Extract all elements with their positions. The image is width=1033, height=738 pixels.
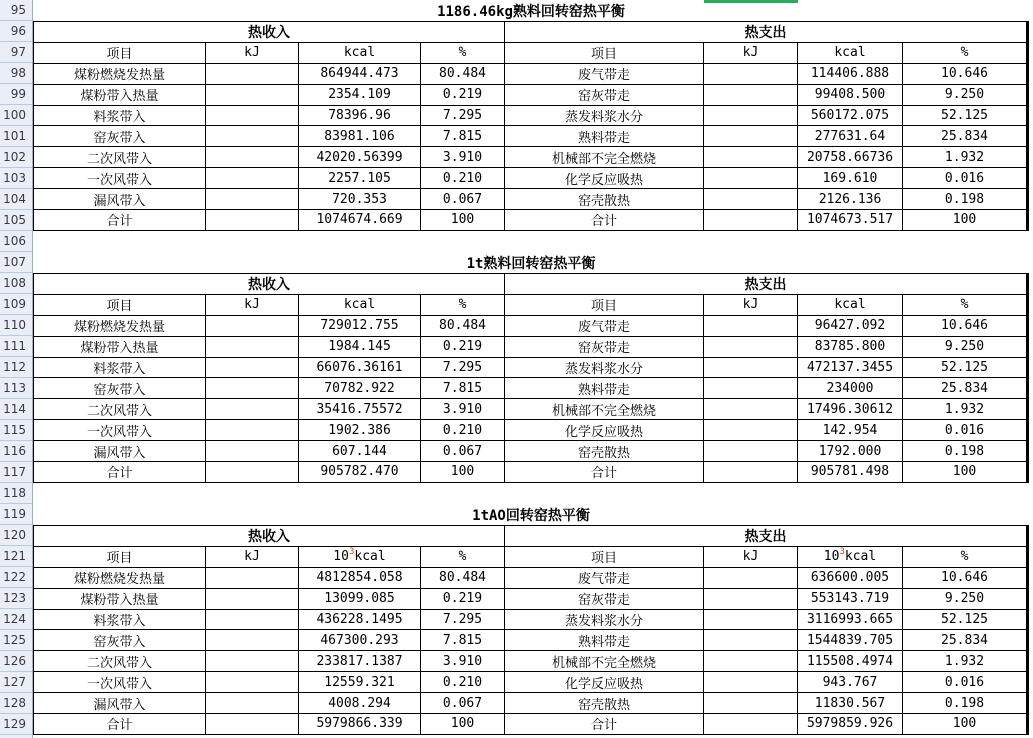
income-kj-cell[interactable] [206,568,298,588]
row-gutter [0,0,33,738]
expense-kcal-cell[interactable]: 11830.567 [798,693,902,713]
expense-kcal-cell[interactable]: 96427.092 [798,316,902,336]
row-header[interactable]: 101 [0,126,32,147]
table-grid [33,273,1029,483]
expense-pct-cell[interactable]: 52.125 [903,610,1026,630]
income-item-cell[interactable]: 一次风带入 [34,168,205,188]
expense-kcal-cell[interactable]: 115508.4974 [798,651,902,671]
row-header[interactable]: 126 [0,651,32,672]
expense-item-cell[interactable]: 蒸发料浆水分 [505,106,703,126]
expense-kj-cell[interactable] [704,441,797,461]
expense-kj-cell[interactable] [704,462,797,482]
kcal-superscript: 3 [839,547,845,558]
expense-pct-cell[interactable]: 25.834 [903,378,1026,398]
income-kj-cell[interactable] [206,630,298,650]
expense-kj-cell[interactable] [704,358,797,378]
income-item-cell[interactable]: 料浆带入 [34,358,205,378]
table-title-row [33,504,1029,525]
expense-kcal-cell[interactable]: 553143.719 [798,589,902,609]
expense-kj-cell[interactable] [704,64,797,84]
expense-item-cell[interactable]: 合计 [505,714,703,734]
row-header[interactable]: 113 [0,378,32,399]
income-item-cell[interactable]: 煤粉燃烧发热量 [34,64,205,84]
income-col-kj[interactable]: kJ [206,295,298,315]
income-col-item[interactable]: 项目 [34,547,205,567]
row-header[interactable]: 122 [0,567,32,588]
income-kj-cell[interactable] [206,610,298,630]
income-col-kcal[interactable] [299,547,420,567]
income-pct-cell[interactable]: 0.210 [421,672,504,692]
kcal-unit: kcal [834,297,866,313]
expense-item-cell[interactable]: 合计 [505,210,703,230]
income-pct-cell[interactable]: 80.484 [421,568,504,588]
expense-item-cell[interactable]: 熟料带走 [505,630,703,650]
income-kj-cell[interactable] [206,126,298,146]
expense-item-cell[interactable]: 合计 [505,462,703,482]
expense-pct-cell[interactable]: 0.016 [903,672,1026,692]
row-header[interactable]: 106 [0,231,32,252]
income-col-pct[interactable]: % [421,295,504,315]
income-item-cell[interactable]: 料浆带入 [34,106,205,126]
expense-item-cell[interactable]: 废气带走 [505,568,703,588]
income-kj-cell[interactable] [206,85,298,105]
income-section-header[interactable]: 热收入 [34,526,504,546]
income-kcal-cell[interactable]: 12559.321 [299,672,420,692]
income-kcal-cell[interactable]: 1074674.669 [299,210,420,230]
row-header[interactable]: 97 [0,42,32,63]
income-kj-cell[interactable] [206,714,298,734]
expense-item-cell[interactable]: 蒸发料浆水分 [505,610,703,630]
income-kj-cell[interactable] [206,106,298,126]
expense-kj-cell[interactable] [704,337,797,357]
income-item-cell[interactable]: 窑灰带入 [34,630,205,650]
income-kcal-cell[interactable]: 35416.75572 [299,399,420,419]
income-kcal-cell[interactable]: 4008.294 [299,693,420,713]
expense-item-cell[interactable]: 窑灰带走 [505,85,703,105]
row-header[interactable]: 103 [0,168,32,189]
row-header[interactable]: 125 [0,630,32,651]
row-header[interactable]: 128 [0,693,32,714]
expense-kcal-cell[interactable]: 234000 [798,378,902,398]
income-col-kcal[interactable] [299,295,420,315]
income-kcal-cell[interactable]: 66076.36161 [299,358,420,378]
income-pct-cell[interactable]: 80.484 [421,316,504,336]
kcal-prefix: 10 [823,549,840,565]
income-pct-cell[interactable]: 0.067 [421,189,504,209]
expense-kj-cell[interactable] [704,420,797,440]
income-pct-cell[interactable]: 0.067 [421,693,504,713]
expense-col-kj[interactable]: kJ [704,295,797,315]
income-kcal-cell[interactable]: 13099.085 [299,589,420,609]
income-kj-cell[interactable] [206,168,298,188]
expense-col-item[interactable]: 项目 [505,43,703,63]
income-pct-cell[interactable]: 100 [421,210,504,230]
income-pct-cell[interactable]: 7.295 [421,610,504,630]
expense-item-cell[interactable]: 化学反应吸热 [505,420,703,440]
expense-pct-cell[interactable]: 9.250 [903,85,1026,105]
expense-item-cell[interactable]: 蒸发料浆水分 [505,358,703,378]
expense-pct-cell[interactable]: 0.198 [903,441,1026,461]
income-item-cell[interactable]: 窑灰带入 [34,378,205,398]
income-col-pct[interactable]: % [421,43,504,63]
income-kj-cell[interactable] [206,693,298,713]
expense-kj-cell[interactable] [704,651,797,671]
expense-col-item[interactable]: 项目 [505,295,703,315]
expense-col-pct[interactable]: % [903,43,1026,63]
expense-kcal-cell[interactable]: 99408.500 [798,85,902,105]
income-pct-cell[interactable]: 80.484 [421,64,504,84]
income-item-cell[interactable]: 煤粉带入热量 [34,589,205,609]
expense-kcal-cell[interactable]: 142.954 [798,420,902,440]
kcal-unit: kcal [834,45,866,61]
row-header[interactable]: 119 [0,504,32,525]
income-kcal-cell[interactable]: 607.144 [299,441,420,461]
expense-item-cell[interactable]: 化学反应吸热 [505,168,703,188]
heat-balance-table [33,0,1029,231]
expense-pct-cell[interactable]: 9.250 [903,337,1026,357]
expense-kj-cell[interactable] [704,399,797,419]
income-item-cell[interactable]: 漏风带入 [34,693,205,713]
expense-kj-cell[interactable] [704,714,797,734]
row-header[interactable]: 100 [0,105,32,126]
expense-kcal-cell[interactable]: 905781.498 [798,462,902,482]
table-title[interactable]: 1t熟料回转窑热平衡 [466,255,596,272]
income-col-item[interactable]: 项目 [34,43,205,63]
expense-item-cell[interactable]: 窑灰带走 [505,337,703,357]
row-header[interactable]: 110 [0,315,32,336]
expense-pct-cell[interactable]: 0.016 [903,420,1026,440]
kcal-unit: kcal [343,45,376,61]
table-grid [33,525,1029,735]
row-header[interactable]: 117 [0,462,32,483]
expense-kcal-cell[interactable]: 169.610 [798,168,902,188]
income-pct-cell[interactable]: 0.210 [421,168,504,188]
expense-col-pct[interactable]: % [903,295,1026,315]
income-pct-cell[interactable]: 0.067 [421,441,504,461]
expense-kcal-cell[interactable]: 472137.3455 [798,358,902,378]
table-title[interactable]: 1tAO回转窑热平衡 [472,507,590,524]
income-kcal-cell[interactable]: 2257.105 [299,168,420,188]
heat-balance-table [33,504,1029,735]
row-header[interactable]: 107 [0,252,32,273]
expense-kj-cell[interactable] [704,147,797,167]
income-kj-cell[interactable] [206,462,298,482]
income-kj-cell[interactable] [206,589,298,609]
row-header[interactable]: 112 [0,357,32,378]
expense-kcal-cell[interactable]: 114406.888 [798,64,902,84]
row-header[interactable]: 114 [0,399,32,420]
expense-kcal-cell[interactable]: 943.767 [798,672,902,692]
row-header[interactable]: 98 [0,63,32,84]
income-item-cell[interactable]: 一次风带入 [34,420,205,440]
expense-pct-cell[interactable]: 100 [903,462,1026,482]
expense-kj-cell[interactable] [704,168,797,188]
income-kj-cell[interactable] [206,189,298,209]
row-header[interactable]: 124 [0,609,32,630]
income-pct-cell[interactable]: 0.210 [421,420,504,440]
expense-pct-cell[interactable]: 10.646 [903,64,1026,84]
expense-item-cell[interactable]: 废气带走 [505,316,703,336]
expense-kj-cell[interactable] [704,126,797,146]
row-header[interactable]: 104 [0,189,32,210]
expense-kj-cell[interactable] [704,316,797,336]
income-item-cell[interactable]: 煤粉带入热量 [34,337,205,357]
expense-kcal-cell[interactable]: 2126.136 [798,189,902,209]
expense-kcal-cell[interactable]: 636600.005 [798,568,902,588]
income-kj-cell[interactable] [206,337,298,357]
expense-item-cell[interactable]: 窑灰带走 [505,589,703,609]
income-kj-cell[interactable] [206,147,298,167]
expense-kj-cell[interactable] [704,610,797,630]
expense-section-header[interactable]: 热支出 [505,274,1026,294]
income-col-kj[interactable]: kJ [206,547,298,567]
row-header[interactable]: 116 [0,441,32,462]
income-col-kcal[interactable] [299,43,420,63]
income-kcal-cell[interactable]: 4812854.058 [299,568,420,588]
expense-col-kcal[interactable] [798,295,902,315]
income-pct-cell[interactable]: 0.219 [421,337,504,357]
expense-pct-cell[interactable]: 25.834 [903,126,1026,146]
income-kj-cell[interactable] [206,420,298,440]
expense-pct-cell[interactable]: 10.646 [903,316,1026,336]
income-kcal-cell[interactable]: 70782.922 [299,378,420,398]
row-header[interactable]: 121 [0,546,32,567]
income-kcal-cell[interactable]: 720.353 [299,189,420,209]
expense-kcal-cell[interactable]: 17496.30612 [798,399,902,419]
income-item-cell[interactable]: 一次风带入 [34,672,205,692]
row-header[interactable]: 120 [0,525,32,546]
income-kcal-cell[interactable]: 436228.1495 [299,610,420,630]
expense-pct-cell[interactable]: 52.125 [903,358,1026,378]
table-title-row [33,252,1029,273]
sheet-content [33,0,1033,738]
expense-kj-cell[interactable] [704,630,797,650]
income-section-header[interactable]: 热收入 [34,274,504,294]
income-col-pct[interactable]: % [421,547,504,567]
kcal-unit: kcal [354,549,386,565]
expense-kj-cell[interactable] [704,693,797,713]
expense-kj-cell[interactable] [704,189,797,209]
income-item-cell[interactable]: 合计 [34,210,205,230]
kcal-prefix: 10 [333,549,349,565]
income-section-header[interactable]: 热收入 [34,22,504,42]
expense-kj-cell[interactable] [704,85,797,105]
income-pct-cell[interactable]: 7.295 [421,106,504,126]
income-kcal-cell[interactable]: 1984.145 [299,337,420,357]
expense-kcal-cell[interactable]: 1792.000 [798,441,902,461]
expense-col-kcal[interactable] [798,43,902,63]
kcal-superscript: 3 [348,547,355,558]
expense-item-cell[interactable]: 机械部不完全燃烧 [505,399,703,419]
expense-kcal-cell[interactable]: 83785.800 [798,337,902,357]
income-pct-cell[interactable]: 3.910 [421,651,504,671]
income-item-cell[interactable]: 煤粉带入热量 [34,85,205,105]
expense-pct-cell[interactable]: 0.198 [903,189,1026,209]
income-kj-cell[interactable] [206,441,298,461]
income-item-cell[interactable]: 煤粉燃烧发热量 [34,316,205,336]
income-kcal-cell[interactable]: 83981.106 [299,126,420,146]
expense-kj-cell[interactable] [704,378,797,398]
expense-kj-cell[interactable] [704,672,797,692]
income-kj-cell[interactable] [206,399,298,419]
row-header[interactable]: 111 [0,336,32,357]
income-kcal-cell[interactable]: 905782.470 [299,462,420,482]
income-kj-cell[interactable] [206,378,298,398]
expense-item-cell[interactable]: 熟料带走 [505,126,703,146]
expense-pct-cell[interactable]: 52.125 [903,106,1026,126]
expense-col-pct[interactable]: % [903,547,1026,567]
row-header[interactable]: 95 [0,0,32,21]
row-header[interactable]: 129 [0,714,32,735]
income-pct-cell[interactable]: 3.910 [421,147,504,167]
green-cell-marker [704,0,798,3]
expense-pct-cell[interactable]: 100 [903,714,1026,734]
row-header[interactable]: 105 [0,210,32,231]
expense-kcal-cell[interactable]: 3116993.665 [798,610,902,630]
expense-col-kj[interactable]: kJ [704,547,797,567]
income-pct-cell[interactable]: 0.219 [421,589,504,609]
expense-pct-cell[interactable]: 0.198 [903,693,1026,713]
income-item-cell[interactable]: 料浆带入 [34,610,205,630]
income-col-item[interactable]: 项目 [34,295,205,315]
expense-kcal-cell[interactable]: 277631.64 [798,126,902,146]
row-header[interactable]: 127 [0,672,32,693]
income-kj-cell[interactable] [206,672,298,692]
income-kj-cell[interactable] [206,358,298,378]
table-title[interactable]: 1186.46kg熟料回转窑热平衡 [437,3,625,20]
expense-pct-cell[interactable]: 100 [903,210,1026,230]
income-item-cell[interactable]: 漏风带入 [34,441,205,461]
row-header[interactable]: 102 [0,147,32,168]
income-kcal-cell[interactable]: 78396.96 [299,106,420,126]
income-kj-cell[interactable] [206,64,298,84]
expense-item-cell[interactable]: 化学反应吸热 [505,672,703,692]
income-item-cell[interactable]: 合计 [34,462,205,482]
kcal-unit: kcal [343,297,376,313]
expense-kcal-cell[interactable]: 1544839.705 [798,630,902,650]
income-kj-cell[interactable] [206,210,298,230]
expense-col-kcal[interactable] [798,547,902,567]
income-item-cell[interactable]: 合计 [34,714,205,734]
income-kcal-cell[interactable]: 2354.109 [299,85,420,105]
expense-pct-cell[interactable]: 1.932 [903,147,1026,167]
income-pct-cell[interactable]: 0.219 [421,85,504,105]
income-pct-cell[interactable]: 7.815 [421,378,504,398]
expense-pct-cell[interactable]: 10.646 [903,568,1026,588]
income-kcal-cell[interactable]: 729012.755 [299,316,420,336]
row-header[interactable]: 99 [0,84,32,105]
expense-item-cell[interactable]: 机械部不完全燃烧 [505,651,703,671]
income-pct-cell[interactable]: 3.910 [421,399,504,419]
expense-item-cell[interactable]: 窑壳散热 [505,189,703,209]
expense-item-cell[interactable]: 窑壳散热 [505,693,703,713]
income-item-cell[interactable]: 煤粉燃烧发热量 [34,568,205,588]
income-item-cell[interactable]: 窑灰带入 [34,126,205,146]
kcal-unit: kcal [844,549,877,565]
expense-section-header[interactable]: 热支出 [505,526,1026,546]
expense-pct-cell[interactable]: 1.932 [903,399,1026,419]
expense-item-cell[interactable]: 窑壳散热 [505,441,703,461]
expense-kcal-cell[interactable]: 5979859.926 [798,714,902,734]
heat-balance-table [33,252,1029,483]
row-header[interactable]: 118 [0,483,32,504]
expense-pct-cell[interactable]: 9.250 [903,589,1026,609]
income-kcal-cell[interactable]: 1902.386 [299,420,420,440]
expense-kj-cell[interactable] [704,589,797,609]
income-pct-cell[interactable]: 7.815 [421,126,504,146]
income-item-cell[interactable]: 二次风带入 [34,399,205,419]
table-title-row [33,0,1029,21]
row-header[interactable]: 108 [0,273,32,294]
expense-pct-cell[interactable]: 25.834 [903,630,1026,650]
expense-item-cell[interactable]: 机械部不完全燃烧 [505,147,703,167]
expense-kcal-cell[interactable]: 1074673.517 [798,210,902,230]
expense-col-item[interactable]: 项目 [505,547,703,567]
table-grid [33,21,1029,231]
expense-pct-cell[interactable]: 1.932 [903,651,1026,671]
income-kcal-cell[interactable]: 42020.56399 [299,147,420,167]
income-kcal-cell[interactable]: 467300.293 [299,630,420,650]
expense-kj-cell[interactable] [704,106,797,126]
row-header[interactable]: 109 [0,294,32,315]
income-item-cell[interactable]: 二次风带入 [34,147,205,167]
income-pct-cell[interactable]: 7.295 [421,358,504,378]
row-header[interactable]: 123 [0,588,32,609]
row-header[interactable]: 115 [0,420,32,441]
expense-item-cell[interactable]: 废气带走 [505,64,703,84]
income-kj-cell[interactable] [206,316,298,336]
expense-col-kj[interactable]: kJ [704,43,797,63]
expense-section-header[interactable]: 热支出 [505,22,1026,42]
income-item-cell[interactable]: 漏风带入 [34,189,205,209]
income-pct-cell[interactable]: 100 [421,714,504,734]
expense-pct-cell[interactable]: 0.016 [903,168,1026,188]
expense-kj-cell[interactable] [704,568,797,588]
expense-kj-cell[interactable] [704,210,797,230]
expense-item-cell[interactable]: 熟料带走 [505,378,703,398]
row-header[interactable]: 96 [0,21,32,42]
income-item-cell[interactable]: 二次风带入 [34,651,205,671]
income-kj-cell[interactable] [206,651,298,671]
expense-kcal-cell[interactable]: 560172.075 [798,106,902,126]
expense-kcal-cell[interactable]: 20758.66736 [798,147,902,167]
income-col-kj[interactable]: kJ [206,43,298,63]
income-pct-cell[interactable]: 100 [421,462,504,482]
income-kcal-cell[interactable]: 233817.1387 [299,651,420,671]
income-kcal-cell[interactable]: 5979866.339 [299,714,420,734]
income-pct-cell[interactable]: 7.815 [421,630,504,650]
income-kcal-cell[interactable]: 864944.473 [299,64,420,84]
